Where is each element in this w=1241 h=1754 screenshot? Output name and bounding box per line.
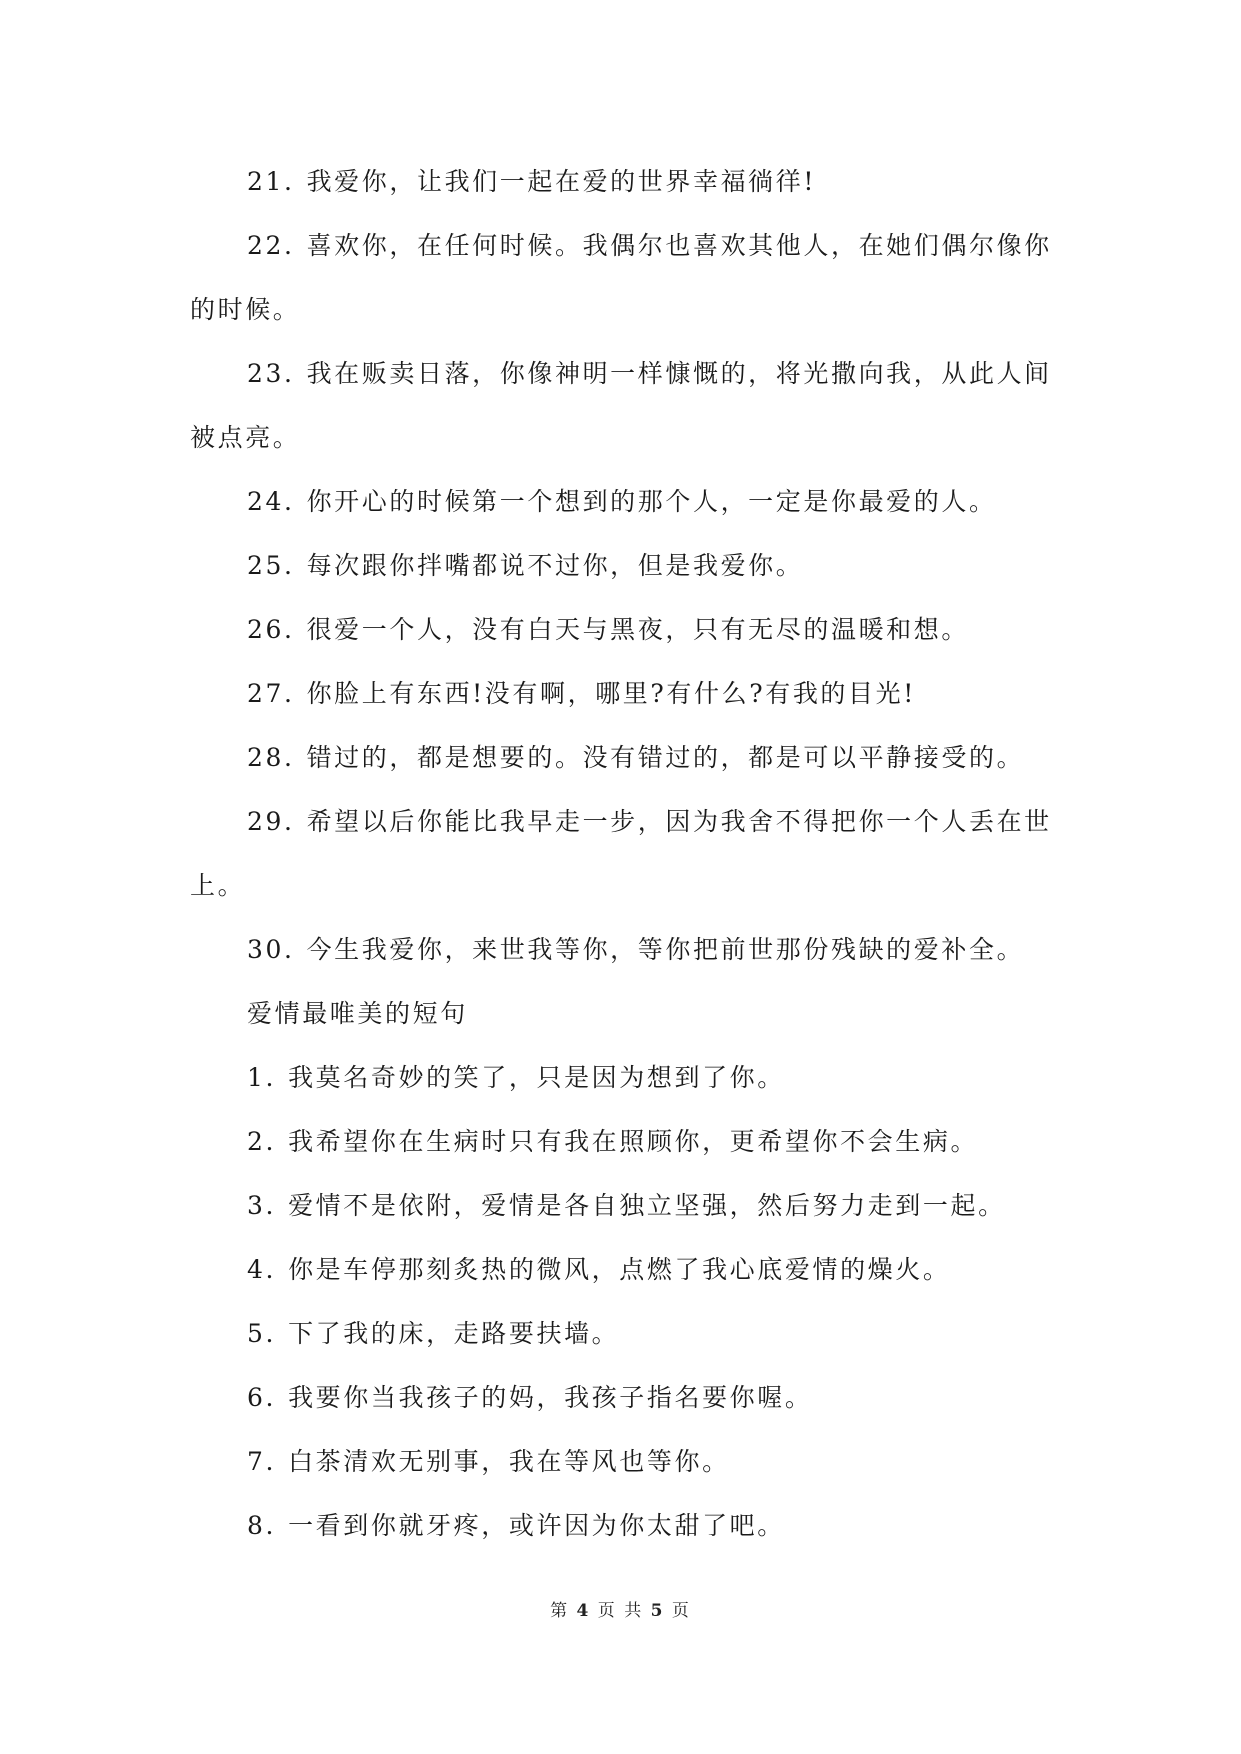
list-item: 24. 你开心的时候第一个想到的那个人，一定是你最爱的人。 (247, 487, 997, 516)
footer-total-pages: 5 (650, 1601, 665, 1621)
footer-prefix: 第 (550, 1601, 570, 1621)
list-item: 7. 白茶清欢无别事，我在等风也等你。 (247, 1447, 730, 1476)
section-heading: 爱情最唯美的短句 (247, 999, 468, 1028)
page-content (190, 150, 1055, 1558)
list-item: 27. 你脸上有东西!没有啊，哪里?有什么?有我的目光! (247, 679, 916, 708)
list-item: 5. 下了我的床，走路要扶墙。 (247, 1319, 620, 1348)
footer-mid: 页 共 (597, 1601, 644, 1621)
list-item: 25. 每次跟你拌嘴都说不过你，但是我爱你。 (247, 551, 804, 580)
list-item: 21. 我爱你，让我们一起在爱的世界幸福徜徉! (247, 167, 817, 196)
footer-suffix: 页 (671, 1601, 691, 1621)
page-footer (0, 1596, 1241, 1621)
list-item: 30. 今生我爱你，来世我等你，等你把前世那份残缺的爱补全。 (247, 935, 1025, 964)
list-item: 23. 我在贩卖日落，你像神明一样慷慨的，将光撒向我，从此人间被点亮。 (190, 359, 1052, 452)
footer-current-page: 4 (576, 1601, 591, 1621)
list-item: 29. 希望以后你能比我早走一步，因为我舍不得把你一个人丢在世上。 (190, 807, 1052, 900)
list-item: 8. 一看到你就牙疼，或许因为你太甜了吧。 (247, 1511, 785, 1540)
list-item: 6. 我要你当我孩子的妈，我孩子指名要你喔。 (247, 1383, 813, 1412)
list-item: 26. 很爱一个人，没有白天与黑夜，只有无尽的温暖和想。 (247, 615, 969, 644)
list-item: 28. 错过的，都是想要的。没有错过的，都是可以平静接受的。 (247, 743, 1025, 772)
list-item: 3. 爱情不是依附，爱情是各自独立坚强，然后努力走到一起。 (247, 1191, 1006, 1220)
list-item: 4. 你是车停那刻炙热的微风，点燃了我心底爱情的燥火。 (247, 1255, 951, 1284)
list-item: 2. 我希望你在生病时只有我在照顾你，更希望你不会生病。 (247, 1127, 979, 1156)
list-item: 1. 我莫名奇妙的笑了，只是因为想到了你。 (247, 1063, 785, 1092)
list-item: 22. 喜欢你，在任何时候。我偶尔也喜欢其他人，在她们偶尔像你的时候。 (190, 231, 1052, 324)
